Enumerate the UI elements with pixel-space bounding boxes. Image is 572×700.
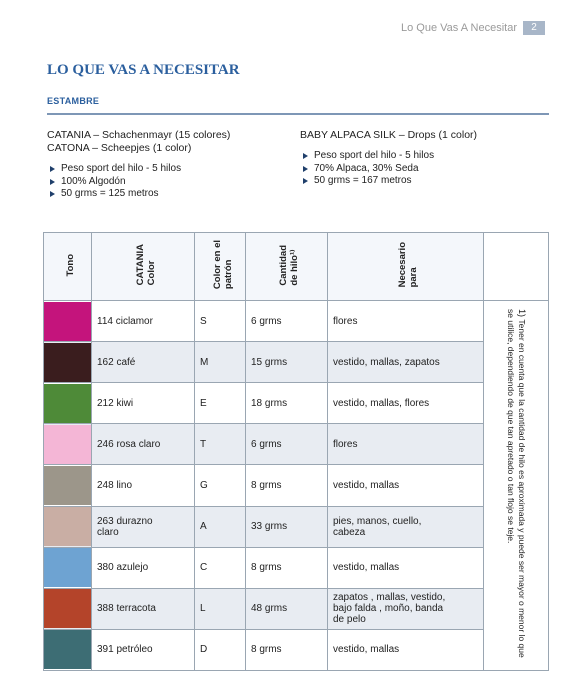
usage-cell: vestido, mallas [328,629,484,670]
table-row [44,465,549,506]
header-title: Lo Que Vas A Necesitar [401,22,517,34]
swatch-cell [44,506,92,547]
pattern-code-cell: E [195,383,246,424]
color-name-cell: 263 durazno claro [92,506,195,547]
color-name-cell: 380 azulejo [92,547,195,588]
header-catania-color: CATANIA Color [92,233,195,301]
yarn-spec-item: 50 grms = 167 metros [300,175,477,188]
color-name-cell: 246 rosa claro [92,424,195,465]
header-pattern-color: Color en el patrón [195,233,246,301]
pattern-code-cell: A [195,506,246,547]
pattern-code-cell: C [195,547,246,588]
usage-cell: vestido, mallas, flores [328,383,484,424]
yarn-swatch [44,548,91,587]
yarn-spec-list [47,163,230,201]
footnote-cell [484,301,549,671]
usage-cell: flores [328,424,484,465]
usage-cell: vestido, mallas [328,547,484,588]
yarn-swatch [44,343,91,382]
yarn-swatch [44,384,91,423]
color-name-cell: 212 kiwi [92,383,195,424]
usage-cell: pies, manos, cuello, cabeza [328,506,484,547]
footnote-body: Tener en cuenta que la cantidad de hilo es aproximada y puede ser mayor o menor lo que se utilice, dependiendo de que tan apretado o tan flojo se teje. [506,309,527,658]
yarn-name: CATONA – Scheepjes (1 color) [47,142,192,154]
amount-cell: 15 grms [246,342,328,383]
pattern-code-cell: S [195,301,246,342]
pattern-code-cell: D [195,629,246,670]
table-row [44,629,549,670]
yarn-swatch [44,466,91,505]
yarn-spec-list [300,150,477,188]
usage-cell: vestido, mallas [328,465,484,506]
color-name-cell: 391 petróleo [92,629,195,670]
table-row [44,547,549,588]
pattern-code-cell: T [195,424,246,465]
swatch-cell [44,383,92,424]
amount-cell: 18 grms [246,383,328,424]
table-row [44,506,549,547]
yarn-swatch [44,302,91,341]
table-row [44,383,549,424]
yarn-swatch [44,425,91,464]
color-name-cell: 114 ciclamor [92,301,195,342]
yarn-info-left [47,129,230,201]
yarn-swatch [44,507,91,546]
color-name-cell: 248 lino [92,465,195,506]
yarn-swatch [44,630,91,669]
swatch-cell [44,547,92,588]
pattern-code-cell: L [195,588,246,629]
swatch-cell [44,465,92,506]
header-tono: Tono [44,233,92,301]
amount-cell: 6 grms [246,301,328,342]
yarn-swatch [44,589,91,628]
yarn-spec-item: 100% Algodón [47,176,230,189]
table-row [44,342,549,383]
amount-cell: 8 grms [246,547,328,588]
yarn-info-right [300,129,477,188]
header-yarn-amount: Cantidad de hilo¹⁾ [246,233,328,301]
yarn-spec-item: 50 grms = 125 metros [47,188,230,201]
yarn-name: CATANIA – Schachenmayr (15 colores) [47,129,231,141]
swatch-cell [44,424,92,465]
header-note-column [484,233,549,301]
color-name-cell: 388 terracota [92,588,195,629]
swatch-cell [44,629,92,670]
table-row [44,588,549,629]
usage-cell: vestido, mallas, zapatos [328,342,484,383]
swatch-cell [44,301,92,342]
page-title: LO QUE VAS A NECESITAR [47,62,240,78]
table-row [44,424,549,465]
amount-cell: 48 grms [246,588,328,629]
swatch-cell [44,588,92,629]
yarn-table [43,232,549,671]
amount-cell: 6 grms [246,424,328,465]
usage-cell: flores [328,301,484,342]
table-row [44,301,549,342]
yarn-name: BABY ALPACA SILK – Drops (1 color) [300,129,478,141]
yarn-spec-item: Peso sport del hilo - 5 hilos [47,163,230,176]
footnote-marker: 1) [517,309,527,318]
yarn-spec-item: 70% Alpaca, 30% Seda [300,163,477,176]
amount-cell: 8 grms [246,629,328,670]
color-name-cell: 162 café [92,342,195,383]
page-number-badge: 2 [523,21,545,35]
yarn-spec-item: Peso sport del hilo - 5 hilos [300,150,477,163]
swatch-cell [44,342,92,383]
header-needed-for: Necesario para [328,233,484,301]
pattern-code-cell: G [195,465,246,506]
footnote-text [505,309,527,659]
amount-cell: 8 grms [246,465,328,506]
amount-cell: 33 grms [246,506,328,547]
usage-cell: zapatos , mallas, vestido, bajo falda , moño, banda de pelo [328,588,484,629]
section-title: ESTAMBRE [47,96,100,106]
section-divider [47,113,549,115]
pattern-code-cell: M [195,342,246,383]
